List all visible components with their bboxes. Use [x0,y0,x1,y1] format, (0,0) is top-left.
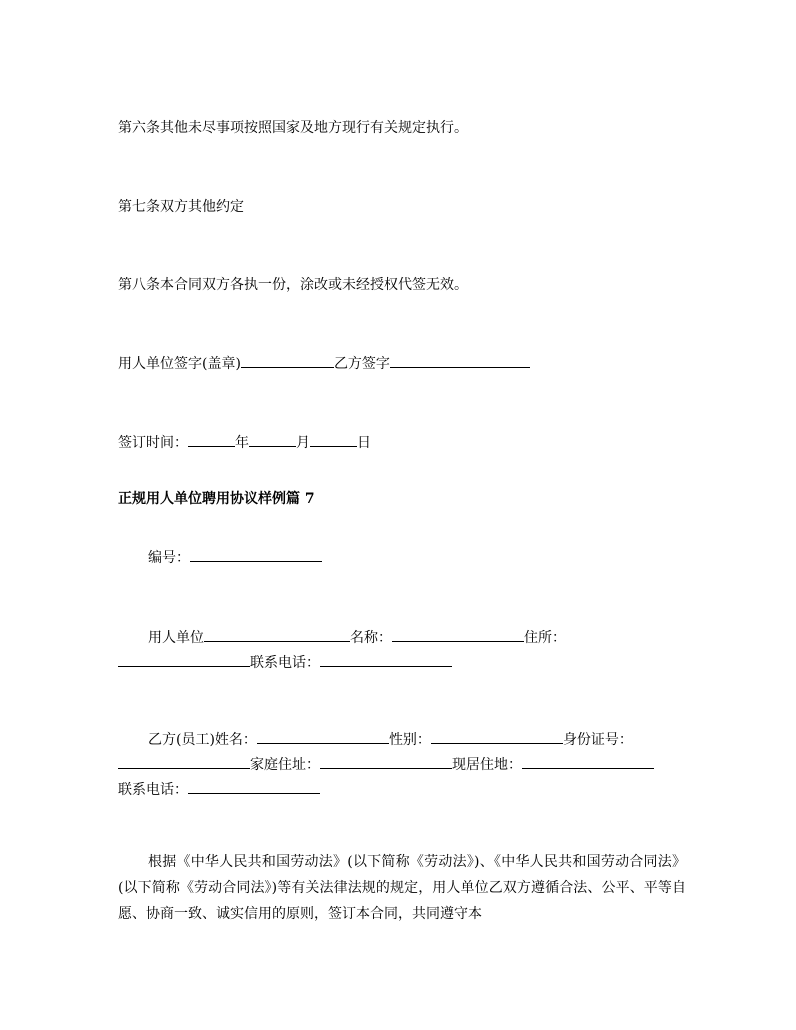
employee-id-label: 身份证号： [562,732,633,748]
article-6: 第六条其他未尽事项按照国家及地方现行有关规定执行。 [118,120,468,136]
employee-gender-label: 性别： [388,732,431,748]
employee-name-label: 乙方(员工)姓名： [148,732,257,748]
employer-unit-blank[interactable] [204,627,350,642]
contract-number-label: 编号： [148,550,190,566]
employee-home-blank[interactable] [320,754,452,769]
signing-date-label: 签订时间： [118,435,188,451]
employee-line-2 [118,754,654,776]
section-heading: 正规用人单位聘用协议样例篇 7 [118,491,315,507]
employee-phone-label: 联系电话： [118,782,188,798]
year-label: 年 [235,435,249,451]
signature-line [118,353,530,375]
employer-signature-label: 用人单位签字(盖章) [118,356,241,372]
year-blank[interactable] [188,432,235,447]
preamble-paragraph: 根据《中华人民共和国劳动法》(以下简称《劳动法》)、《中华人民共和国劳动合同法》(以下简称《劳动合同法》)等有关法律法规的规定，用人单位乙双方遵循合法、公平、平等自愿、协商一致、诚实信用的原则，签订本合同，共同遵守本 [118,854,686,922]
employee-residence-blank[interactable] [522,754,654,769]
day-blank[interactable] [310,432,357,447]
day-label: 日 [357,435,371,451]
employee-gender-blank[interactable] [431,729,563,744]
employer-line-2 [118,652,452,674]
employee-id-blank[interactable] [118,754,250,769]
month-label: 月 [296,435,310,451]
signing-date-line [118,432,371,454]
employee-line-1 [148,729,633,751]
employer-unit-label: 用人单位 [148,630,204,646]
employee-signature-blank[interactable] [390,353,530,368]
employer-name-label: 名称： [350,630,392,646]
employer-signature-blank[interactable] [241,353,334,368]
contract-number-blank[interactable] [190,547,322,562]
employer-phone-blank[interactable] [320,652,452,667]
article-7: 第七条双方其他约定 [118,199,244,215]
employer-address-blank[interactable] [118,652,250,667]
employee-phone-blank[interactable] [188,779,320,794]
employee-name-blank[interactable] [257,729,389,744]
employer-phone-label: 联系电话： [250,655,320,671]
employer-address-label: 住所： [524,630,566,646]
employee-home-label: 家庭住址： [250,757,320,773]
contract-number-line [148,547,322,569]
employee-signature-label: 乙方签字 [333,356,390,372]
month-blank[interactable] [249,432,296,447]
employee-residence-label: 现居住地： [452,757,522,773]
employee-line-3 [118,779,320,801]
employer-line-1 [148,627,566,649]
employer-name-blank[interactable] [392,627,524,642]
article-8: 第八条本合同双方各执一份，涂改或未经授权代签无效。 [118,277,468,293]
